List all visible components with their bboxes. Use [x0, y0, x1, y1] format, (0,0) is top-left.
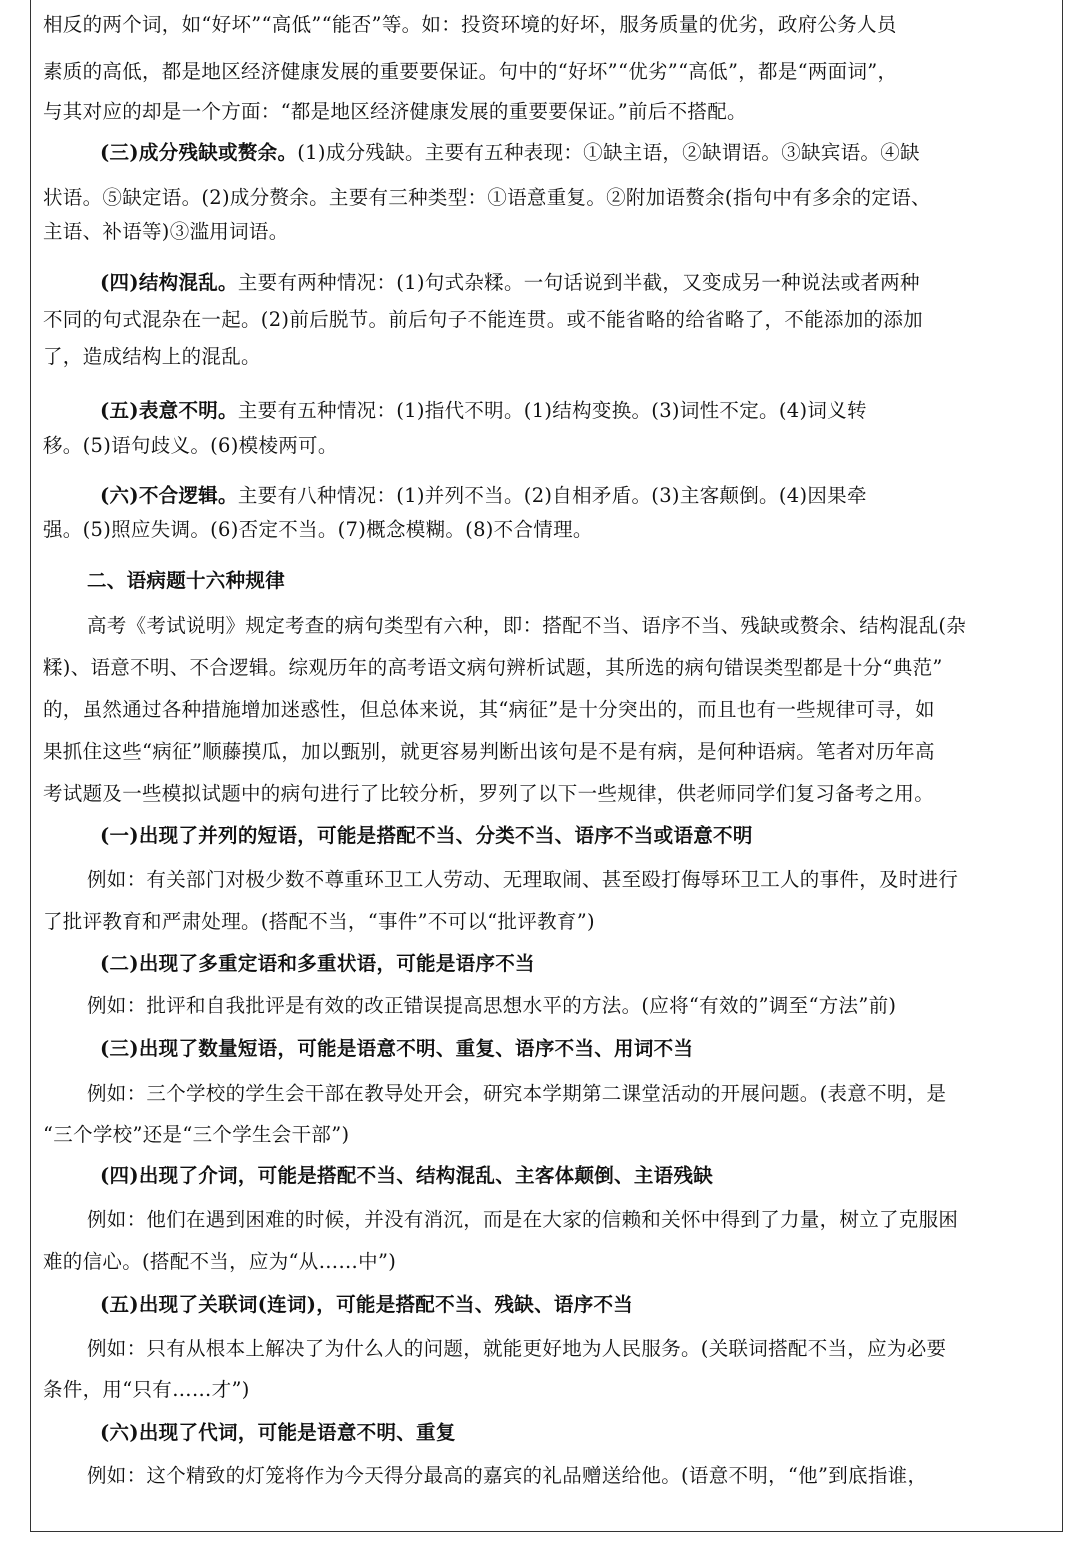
section-text: 主要有八种情况：(1)并列不当。(2)自相矛盾。(3)主客颠倒。(4)因果牵: [237, 484, 867, 507]
example-text: 例如：这个精致的灯笼将作为今天得分最高的嘉宾的礼品赠送给他。(语意不明，“他”到底指谁，: [87, 1464, 928, 1487]
example-text: 难的信心。(搭配不当，应为“从……中”): [43, 1250, 397, 1273]
example-text: 例如：他们在遇到困难的时候，并没有消沉，而是在大家的信赖和关怀中得到了力量，树立了克服困: [87, 1208, 959, 1231]
example-text: 例如：三个学校的学生会干部在教导处开会，研究本学期第二课堂活动的开展问题。(表意不明，是: [87, 1082, 947, 1105]
paragraph-line: [100, 270, 920, 296]
text-line: 主语、补语等)③滥用词语。: [43, 220, 289, 243]
text-line: 强。(5)照应失调。(6)否定不当。(7)概念模糊。(8)不合情理。: [43, 518, 593, 541]
section-text: (1)成分残缺。主要有五种表现：①缺主语，②缺谓语。③缺宾语。④缺: [297, 141, 920, 164]
rule-heading: (五)出现了关联词(连词)，可能是搭配不当、残缺、语序不当: [100, 1293, 634, 1316]
section-heading: (六)不合逻辑。: [100, 484, 238, 507]
rule-heading: (一)出现了并列的短语，可能是搭配不当、分类不当、语序不当或语意不明: [100, 824, 753, 847]
section-heading: (四)结构混乱。: [100, 271, 238, 294]
example-text: 例如：有关部门对极少数不尊重环卫工人劳动、无理取闹、甚至殴打侮辱环卫工人的事件，及时进行: [87, 868, 959, 891]
paragraph-line: [100, 483, 867, 509]
rule-heading: (二)出现了多重定语和多重状语，可能是语序不当: [100, 952, 535, 975]
text-line: 相反的两个词，如“好坏”“高低”“能否”等。如：投资环境的好坏，服务质量的优劣，政府公务人员: [43, 13, 897, 36]
text-line: 糅)、语意不明、不合逻辑。综观历年的高考语文病句辨析试题，其所选的病句错误类型都是十分“典范”: [43, 656, 943, 679]
example-text: 了批评教育和严肃处理。(搭配不当，“事件”不可以“批评教育”): [43, 910, 595, 933]
rule-heading: (四)出现了介词，可能是搭配不当、结构混乱、主客体颠倒、主语残缺: [100, 1164, 714, 1187]
paragraph-line: [100, 398, 867, 424]
example-text: “三个学校”还是“三个学生会干部”): [43, 1123, 350, 1146]
rule-heading: (六)出现了代词，可能是语意不明、重复: [100, 1421, 456, 1444]
example-text: 例如：批评和自我批评是有效的改正错误提高思想水平的方法。(应将“有效的”调至“方法”前): [87, 994, 897, 1017]
text-line: 的，虽然通过各种措施增加迷惑性，但总体来说，其“病征”是十分突出的，而且也有一些规律可寻，如: [43, 698, 935, 721]
rule-heading: (三)出现了数量短语，可能是语意不明、重复、语序不当、用词不当: [100, 1037, 694, 1060]
section-text: 主要有两种情况：(1)句式杂糅。一句话说到半截，又变成另一种说法或者两种: [237, 271, 920, 294]
section-heading: (三)成分残缺或赘余。: [100, 141, 298, 164]
text-line: 与其对应的却是一个方面：“都是地区经济健康发展的重要要保证。”前后不搭配。: [43, 100, 747, 123]
text-line: 了，造成结构上的混乱。: [43, 345, 261, 368]
text-line: 状语。⑤缺定语。(2)成分赘余。主要有三种类型：①语意重复。②附加语赘余(指句中有多余的定语、: [43, 186, 931, 209]
text-line: 不同的句式混杂在一起。(2)前后脱节。前后句子不能连贯。或不能省略的给省略了，不能添加的添加: [43, 308, 923, 331]
example-text: 例如：只有从根本上解决了为什么人的问题，就能更好地为人民服务。(关联词搭配不当，应为必要: [87, 1337, 947, 1360]
text-line: 高考《考试说明》规定考查的病句类型有六种，即：搭配不当、语序不当、残缺或赘余、结构混乱(杂: [87, 614, 967, 637]
paragraph-line: [100, 140, 920, 166]
chapter-heading: 二、语病题十六种规律: [87, 569, 286, 592]
text-line: 果抓住这些“病征”顺藤摸瓜，加以甄别，就更容易判断出该句是不是有病，是何种语病。笔者对历年高: [43, 740, 935, 763]
text-line: 素质的高低，都是地区经济健康发展的重要要保证。句中的“好坏”“优劣”“高低”，都是“两面词”，: [43, 60, 898, 83]
section-heading: (五)表意不明。: [100, 399, 238, 422]
text-line: 考试题及一些模拟试题中的病句进行了比较分析，罗列了以下一些规律，供老师同学们复习备考之用。: [43, 782, 935, 805]
section-text: 主要有五种情况：(1)指代不明。(1)结构变换。(3)词性不定。(4)词义转: [237, 399, 867, 422]
text-line: 移。(5)语句歧义。(6)模棱两可。: [43, 434, 338, 457]
example-text: 条件，用“只有……才”): [43, 1378, 250, 1401]
